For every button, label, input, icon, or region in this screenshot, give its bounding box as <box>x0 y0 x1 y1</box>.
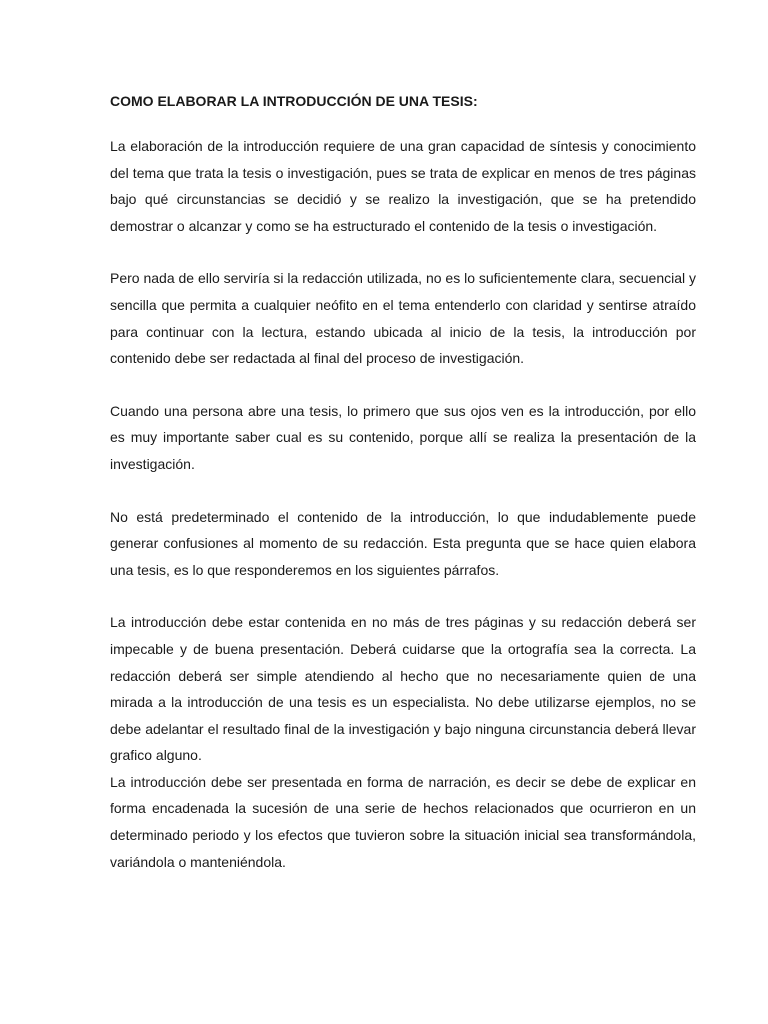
paragraph-4: No está predeterminado el contenido de la introducción, lo que indudablemente puede generar confusiones al momento de su redacción. Esta pregunta que se hace quien elabora una tesis, es lo que responderemos en los siguientes párrafos. <box>110 508 696 578</box>
paragraph-3: Cuando una persona abre una tesis, lo primero que sus ojos ven es la introducción, por ello es muy importante saber cual es su contenido, porque allí se realiza la presentación de la investigación. <box>110 402 696 472</box>
paragraph-1: La elaboración de la introducción requiere de una gran capacidad de síntesis y conocimiento del tema que trata la tesis o investigación, pues se trata de explicar en menos de tres páginas bajo qué circunstancias se decidió y se realizo la investigación, que se ha pretendido demostrar o alcanzar y como se ha estructurado el contenido de la tesis o investigación. <box>110 138 696 234</box>
document-title: COMO ELABORAR LA INTRODUCCIÓN DE UNA TESIS: <box>110 93 478 109</box>
paragraph-5: La introducción debe estar contenida en no más de tres páginas y su redacción deberá ser impecable y de buena presentación. Deberá cuidarse que la ortografía sea la correcta. La redacción deberá ser simple atendiendo al hecho que no necesariamente quien de una mirada a la introducción de una tesis es un especialista. No debe utilizarse ejemplos, no se debe adelantar el resultado final de la investigación y bajo ninguna circunstancia deberá llevar grafico alguno. <box>110 614 696 764</box>
paragraph-2: Pero nada de ello serviría si la redacción utilizada, no es lo suficientemente clara, secuencial y sencilla que permita a cualquier neófito en el tema entenderlo con claridad y sentirse atraído para continuar con la lectura, estando ubicada al inicio de la tesis, la introducción por contenido debe ser redactada al final del proceso de investigación. <box>110 270 696 367</box>
paragraph-6: La introducción debe ser presentada en forma de narración, es decir se debe de explicar en forma encadenada la sucesión de una serie de hechos relacionados que ocurrieron en un determinado periodo y los efectos que tuvieron sobre la situación inicial sea transformándola, variándola o manteniéndola. <box>110 773 696 870</box>
